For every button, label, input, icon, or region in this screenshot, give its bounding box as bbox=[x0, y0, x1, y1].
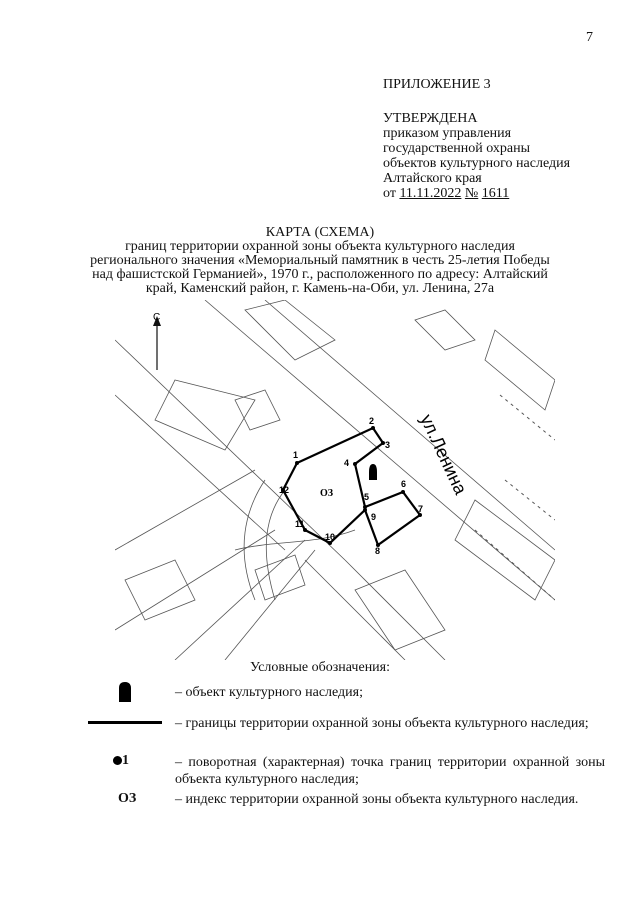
boundary-legend-line bbox=[88, 721, 162, 724]
turning-point bbox=[363, 508, 367, 512]
number-sign: № bbox=[464, 186, 479, 201]
turning-point-legend-symbol bbox=[113, 753, 129, 769]
legend-item-zone-index: – индекс территории охранной зоны объекта культурного наследия. bbox=[175, 792, 579, 807]
map-background-lines bbox=[115, 300, 555, 660]
point-label: 6 bbox=[401, 479, 407, 489]
point-label: 12 bbox=[279, 485, 290, 495]
map-dashed-lines bbox=[475, 395, 555, 600]
point-label: 1 bbox=[293, 450, 299, 460]
order-number: 1611 bbox=[481, 186, 510, 201]
point-label: 10 bbox=[325, 532, 336, 542]
appendix-label: ПРИЛОЖЕНИЕ 3 bbox=[383, 77, 491, 92]
cadastral-map bbox=[115, 300, 555, 660]
map-title-line-2: границ территории охранной зоны объекта культурного наследия bbox=[125, 239, 515, 254]
page-number: 7 bbox=[586, 30, 593, 45]
map-title-block bbox=[80, 226, 560, 296]
approval-block bbox=[383, 111, 623, 201]
north-label: С bbox=[153, 312, 161, 323]
turning-point bbox=[401, 490, 405, 494]
legend-item-turning-point: – поворотная (характерная) точка границ территории охранной зоны объекта культурного наследия; bbox=[175, 755, 605, 787]
point-label: 11 bbox=[295, 519, 305, 529]
order-line-4: Алтайского края bbox=[383, 171, 482, 186]
order-line-3: объектов культурного наследия bbox=[383, 156, 571, 171]
zone-index-legend-symbol: ОЗ bbox=[118, 791, 137, 806]
zone-index-label: ОЗ bbox=[320, 488, 334, 499]
point-label: 9 bbox=[371, 512, 377, 522]
turning-point bbox=[353, 462, 357, 466]
order-line-1: приказом управления bbox=[383, 126, 512, 141]
map-title-line-3: регионального значения «Мемориальный памятник в честь 25-летия Победы bbox=[90, 253, 550, 268]
point-label: 8 bbox=[375, 546, 381, 556]
order-date: 11.11.2022 bbox=[399, 186, 462, 201]
legend-item-boundary: – границы территории охранной зоны объекта культурного наследия; bbox=[175, 716, 589, 731]
legend-title: Условные обозначения: bbox=[249, 660, 391, 675]
monument-symbol bbox=[369, 464, 377, 480]
map-title-line-5: край, Каменский район, г. Камень-на-Оби, ул. Ленина, 27а bbox=[145, 281, 495, 296]
map-title: КАРТА (СХЕМА) bbox=[265, 225, 375, 240]
turning-point bbox=[295, 461, 299, 465]
street-label: ул.Ленина bbox=[416, 411, 471, 498]
turning-point bbox=[371, 426, 375, 430]
point-label: 4 bbox=[344, 458, 350, 468]
date-prefix: от bbox=[383, 186, 396, 201]
monument-legend-icon bbox=[118, 681, 132, 703]
approved-label: УТВЕРЖДЕНА bbox=[383, 111, 478, 126]
point-label: 5 bbox=[364, 492, 370, 502]
order-line-2: государственной охраны bbox=[383, 141, 531, 156]
map-title-line-4: над фашистской Германией», 1970 г., расположенного по адресу: Алтайский bbox=[92, 267, 548, 282]
point-label: 7 bbox=[418, 504, 424, 514]
point-label: 3 bbox=[385, 440, 391, 450]
legend-item-monument: – объект культурного наследия; bbox=[175, 685, 363, 700]
order-date-line bbox=[383, 186, 623, 201]
point-label: 2 bbox=[369, 416, 375, 426]
turning-point-legend-number: 1 bbox=[122, 753, 129, 768]
turning-point-legend-icon bbox=[113, 756, 122, 765]
north-arrow bbox=[153, 316, 161, 370]
